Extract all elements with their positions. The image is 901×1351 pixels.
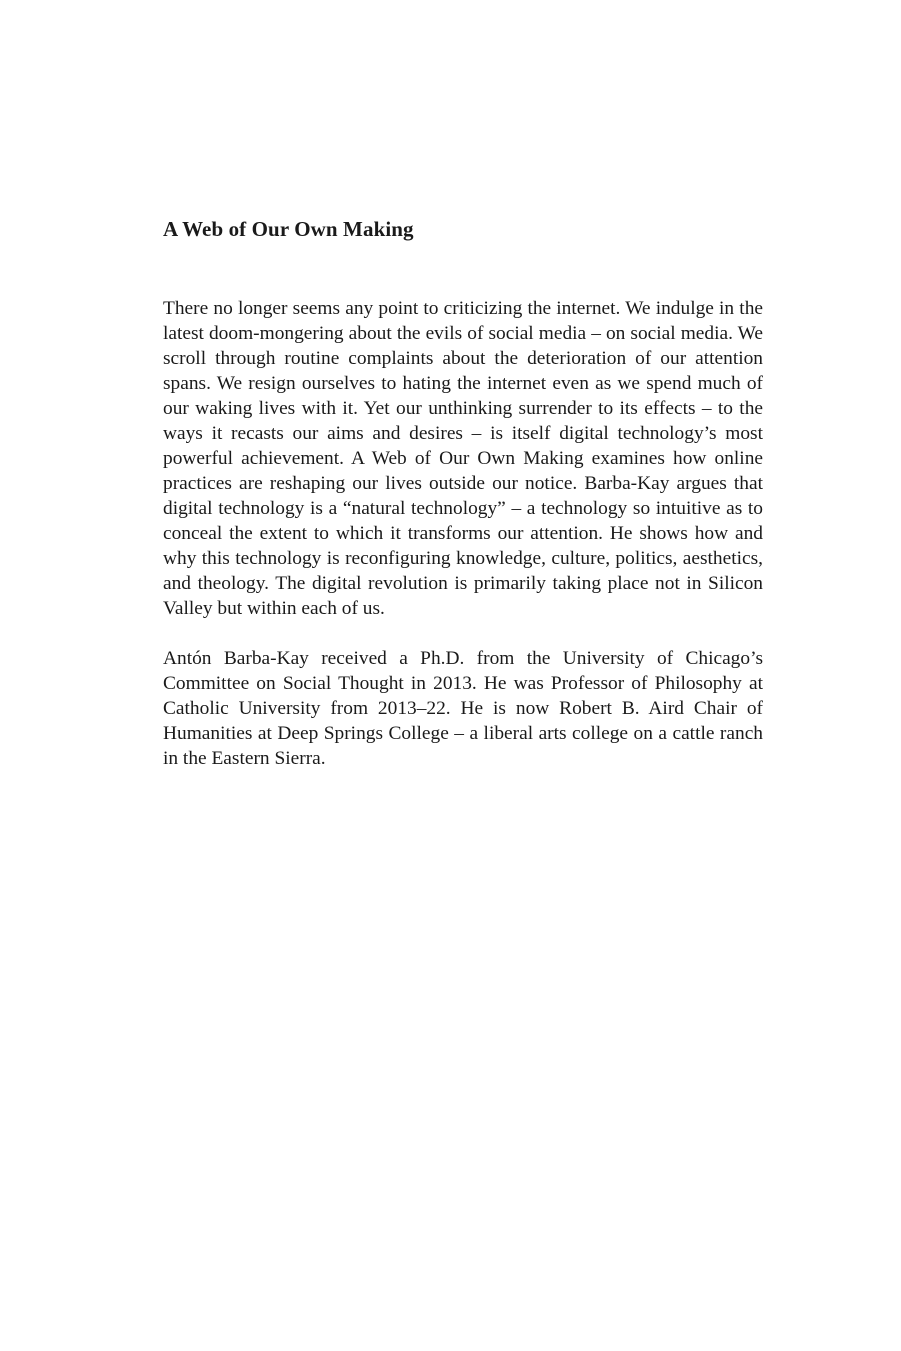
page-content: [163, 214, 763, 771]
book-title: A Web of Our Own Making: [163, 217, 414, 241]
book-description-paragraph: There no longer seems any point to criticizing the internet. We indulge in the latest doom-mongering about the evils of social media – on social media. We scroll through routine complaints about the deterioration of our attention spans. We resign ourselves to hating the internet even as we spend much of our waking lives with it. Yet our unthinking surrender to its effects – to the ways it recasts our aims and desires – is itself digital technology’s most powerful achievement. A Web of Our Own Making examines how online practices are reshaping our lives outside our notice. Barba-Kay argues that digital technology is a “natural technology” – a technology so intuitive as to conceal the extent to which it transforms our attention. He shows how and why this technology is reconfiguring knowledge, culture, politics, aesthetics, and theology. The digital revolution is primarily taking place not in Silicon Valley but within each of us.: [163, 298, 763, 619]
author-bio-paragraph: Antón Barba-Kay received a Ph.D. from the University of Chicago’s Committee on Social Thought in 2013. He was Professor of Philosophy at Catholic University from 2013–22. He is now Robert B. Aird Chair of Humanities at Deep Springs College – a liberal arts college on a cattle ranch in the Eastern Sierra.: [163, 648, 763, 769]
